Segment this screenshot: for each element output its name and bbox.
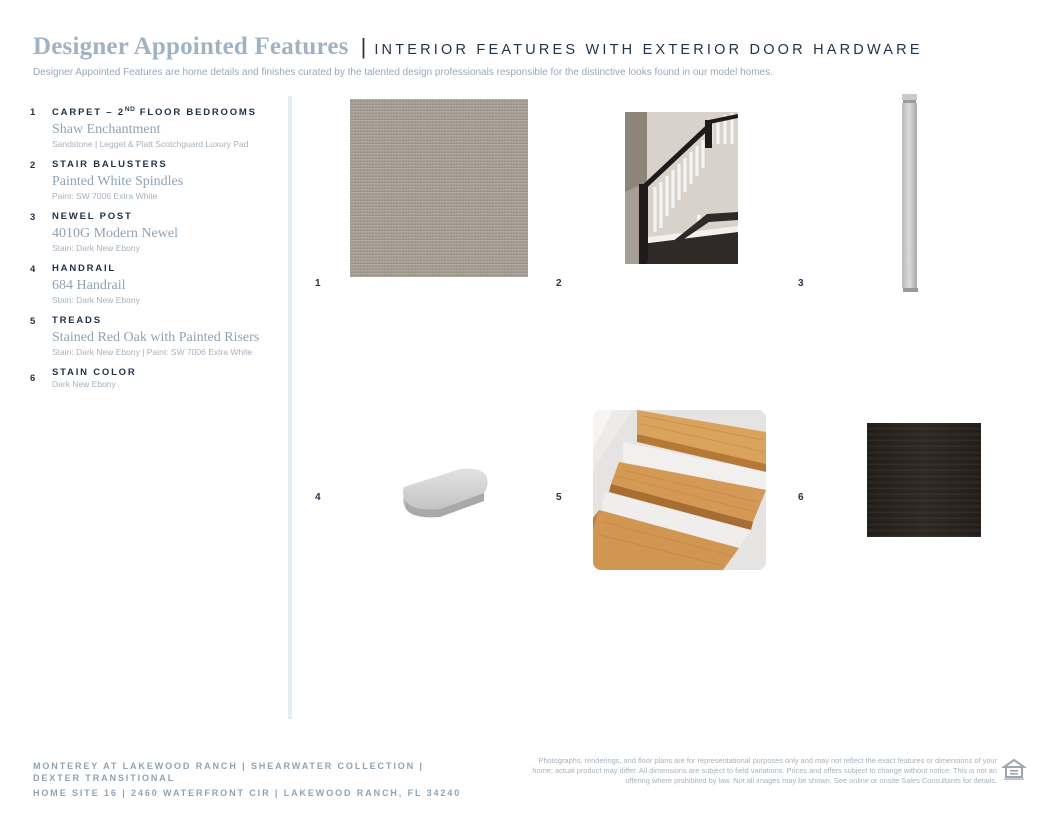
title-row bbox=[33, 33, 1033, 61]
feature-name: Shaw Enchantment bbox=[52, 122, 161, 138]
feature-category: NEWEL POST bbox=[52, 211, 133, 223]
feature-category: HANDRAIL bbox=[52, 263, 117, 275]
footer-community-info bbox=[33, 760, 463, 799]
feature-category-suffix: FLOOR BEDROOMS bbox=[135, 107, 257, 119]
feature-detail: Sandstone | Legget & Platt Scotchguard Luxury Pad bbox=[52, 139, 249, 150]
feature-item-handrail bbox=[30, 263, 280, 305]
newel-post-illustration bbox=[900, 94, 920, 292]
page-subtitle: INTERIOR FEATURES WITH EXTERIOR DOOR HARDWARE bbox=[374, 42, 923, 58]
page-header bbox=[33, 33, 1033, 78]
feature-item-newel bbox=[30, 211, 280, 253]
feature-category-text: CARPET – 2 bbox=[52, 107, 125, 119]
gallery-number-6: 6 bbox=[798, 492, 804, 503]
title-separator: | bbox=[360, 34, 367, 59]
feature-detail: Paint: SW 7006 Extra White bbox=[52, 191, 158, 202]
feature-number: 4 bbox=[30, 264, 36, 276]
feature-name: 684 Handrail bbox=[52, 278, 126, 294]
gallery-number-5: 5 bbox=[556, 492, 562, 503]
feature-category-superscript: ND bbox=[124, 106, 136, 113]
equal-housing-opportunity-icon bbox=[1002, 758, 1026, 782]
footer-address-line: HOME SITE 16 | 2460 WATERFRONT CIR | LAKEWOOD RANCH, FL 34240 bbox=[33, 788, 462, 798]
feature-category: TREADS bbox=[52, 315, 102, 327]
intro-text: Designer Appointed Features are home details and finishes curated by the talented design professionals responsible for the distinctive looks found in our model homes. bbox=[33, 67, 773, 78]
newel-post-image bbox=[900, 94, 920, 292]
gallery-number-3: 3 bbox=[798, 278, 804, 289]
feature-item-balusters bbox=[30, 159, 280, 201]
footer-disclaimer: Photographs, renderings, and floor plans are for representational purposes only and may not reflect the exact features or dimensions of your home; actual product may differ. All dimensions are subject to field variations. Prices and offers subject to change without notice. This is not an offering where prohibited by law. Not all images may be shown. See online or onsite Sales Consultants for details. bbox=[532, 756, 997, 785]
gallery-number-1: 1 bbox=[315, 278, 321, 289]
feature-number: 2 bbox=[30, 160, 36, 172]
handrail-illustration bbox=[400, 465, 492, 521]
feature-name: Painted White Spindles bbox=[52, 174, 184, 190]
treads-photo bbox=[593, 410, 766, 570]
gallery-number-4: 4 bbox=[315, 492, 321, 503]
feature-detail: Dark New Ebony bbox=[52, 379, 116, 390]
feature-number: 5 bbox=[30, 316, 36, 328]
page-title: Designer Appointed Features bbox=[33, 33, 349, 60]
feature-item-carpet bbox=[30, 106, 280, 149]
footer-community-line: MONTEREY AT LAKEWOOD RANCH | SHEARWATER COLLECTION | DEXTER TRANSITIONAL bbox=[33, 761, 424, 783]
feature-item-treads bbox=[30, 315, 280, 357]
stair-balusters-illustration bbox=[625, 112, 738, 264]
carpet-swatch-image bbox=[350, 99, 528, 277]
feature-category: STAIR BALUSTERS bbox=[52, 159, 168, 171]
feature-detail: Stain: Dark New Ebony bbox=[52, 243, 140, 254]
gallery-number-2: 2 bbox=[556, 278, 562, 289]
feature-list bbox=[30, 106, 280, 399]
stair-balusters-photo bbox=[625, 112, 738, 264]
feature-number: 1 bbox=[30, 107, 36, 118]
feature-name: Stained Red Oak with Painted Risers bbox=[52, 330, 260, 346]
feature-detail: Stain: Dark New Ebony | Paint: SW 7006 Extra White bbox=[52, 347, 253, 358]
treads-illustration bbox=[593, 410, 766, 570]
feature-detail: Stain: Dark New Ebony bbox=[52, 295, 140, 306]
stain-color-swatch bbox=[867, 423, 981, 537]
feature-category: STAIN COLOR bbox=[52, 367, 137, 379]
feature-category bbox=[52, 106, 280, 118]
feature-name: 4010G Modern Newel bbox=[52, 226, 178, 242]
column-divider bbox=[288, 96, 292, 719]
handrail-profile-image bbox=[400, 465, 492, 521]
feature-number: 6 bbox=[30, 373, 36, 385]
feature-item-stain bbox=[30, 367, 280, 389]
feature-number: 3 bbox=[30, 212, 36, 224]
